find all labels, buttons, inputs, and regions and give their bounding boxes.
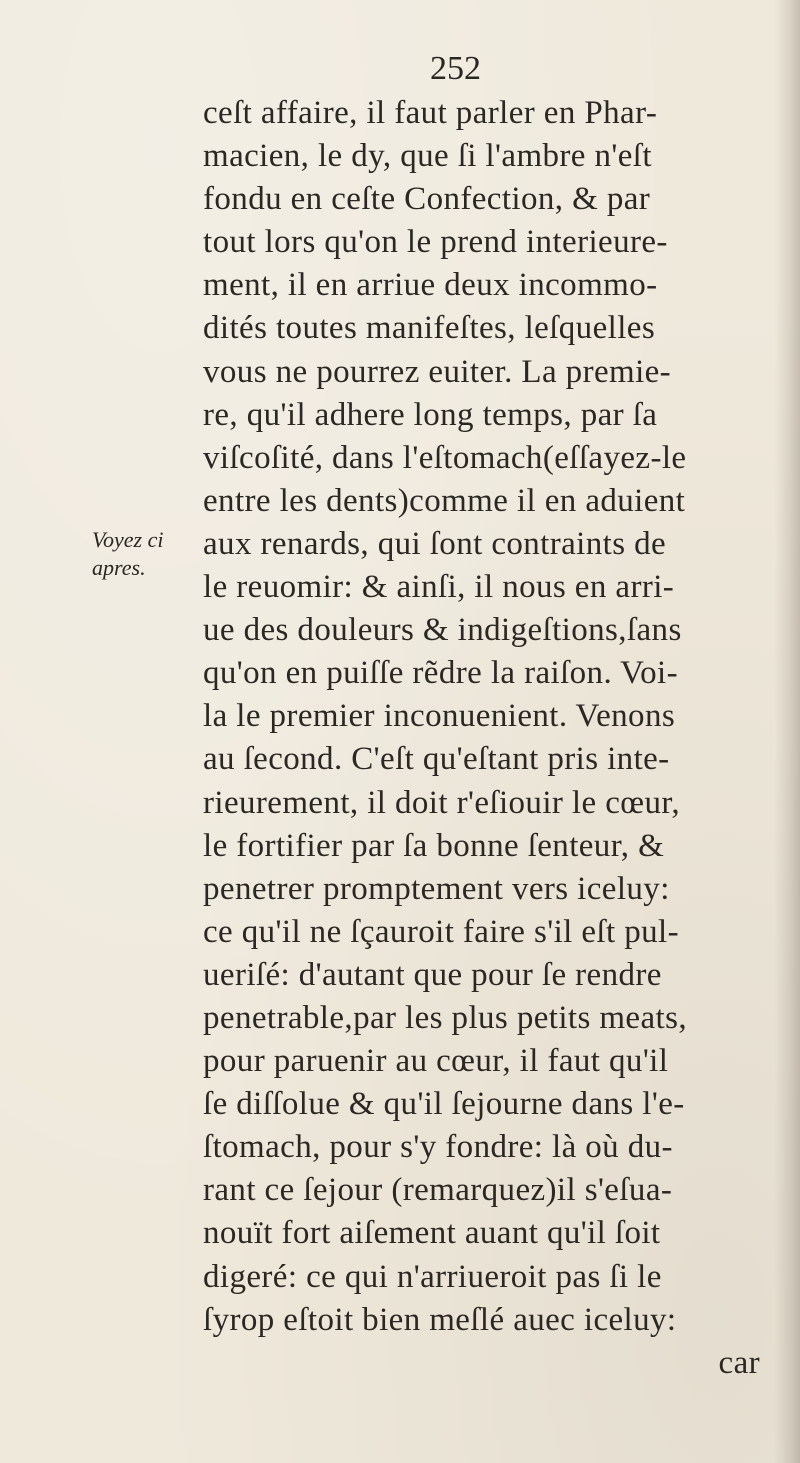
margin-note (92, 526, 163, 582)
text-line: ueriſé: d'autant que pour ſe rendre (203, 956, 662, 993)
text-line: qu'on en puiſſe rẽdre la raiſon. Voi- (203, 655, 678, 692)
margin-note-line: Voyez ci (92, 527, 164, 552)
text-line: nouït fort aiſement auant qu'il ſoit (203, 1215, 661, 1252)
text-line: pour paruenir au cœur, il faut qu'il (203, 1043, 669, 1080)
text-line: re, qu'il adhere long temps, par ſa (203, 396, 658, 433)
text-line: rant ce ſejour (remarquez)il s'eſua- (203, 1172, 673, 1209)
text-line: tout lors qu'on le prend interieure- (203, 224, 668, 261)
text-line: viſcoſité, dans l'eſtomach(eſſayez-le (203, 439, 687, 476)
margin-note-line: apres. (92, 555, 146, 580)
text-line: ſyrop eſtoit bien meſlé auec iceluy: (203, 1301, 677, 1338)
text-line: au ſecond. C'eſt qu'eſtant pris inte- (203, 741, 670, 778)
text-line: ue des douleurs & indigeſtions,ſans (203, 612, 682, 649)
text-line: la le premier inconuenient. Venons (203, 698, 676, 735)
text-line: ce qu'il ne ſçauroit faire s'il eſt pul- (203, 913, 679, 950)
text-line: le reuomir: & ainſi, il nous en arri- (203, 569, 675, 606)
text-line: ſtomach, pour s'y fondre: là où du- (203, 1129, 673, 1166)
text-line: macien, le dy, que ſi l'ambre n'eſt (203, 138, 652, 175)
text-line: fondu en ceſte Confection, & par (203, 181, 651, 218)
page-number: 252 (430, 50, 481, 87)
text-line: le fortifier par ſa bonne ſenteur, & (203, 827, 665, 864)
body-text (203, 92, 778, 1385)
text-line: ſe diſſolue & qu'il ſejourne dans l'e- (203, 1086, 685, 1123)
text-line: entre les dents)comme il en aduient (203, 482, 686, 519)
text-line: ment, il en arriue deux incommo- (203, 267, 658, 304)
text-line: car (718, 1344, 760, 1381)
text-line: penetrer promptement vers iceluy: (203, 870, 670, 907)
text-line: aux renards, qui ſont contraints de (203, 525, 667, 562)
text-line: penetrable,par les plus petits meats, (203, 999, 687, 1036)
text-line: rieurement, il doit r'eſiouir le cœur, (203, 784, 681, 821)
text-line: digeré: ce qui n'arriueroit pas ſi le (203, 1258, 662, 1295)
text-line: dités toutes manifeſtes, leſquelles (203, 310, 656, 347)
text-line: vous ne pourrez euiter. La premie- (203, 353, 672, 390)
text-line: ceſt affaire, il faut parler en Phar- (203, 95, 658, 131)
